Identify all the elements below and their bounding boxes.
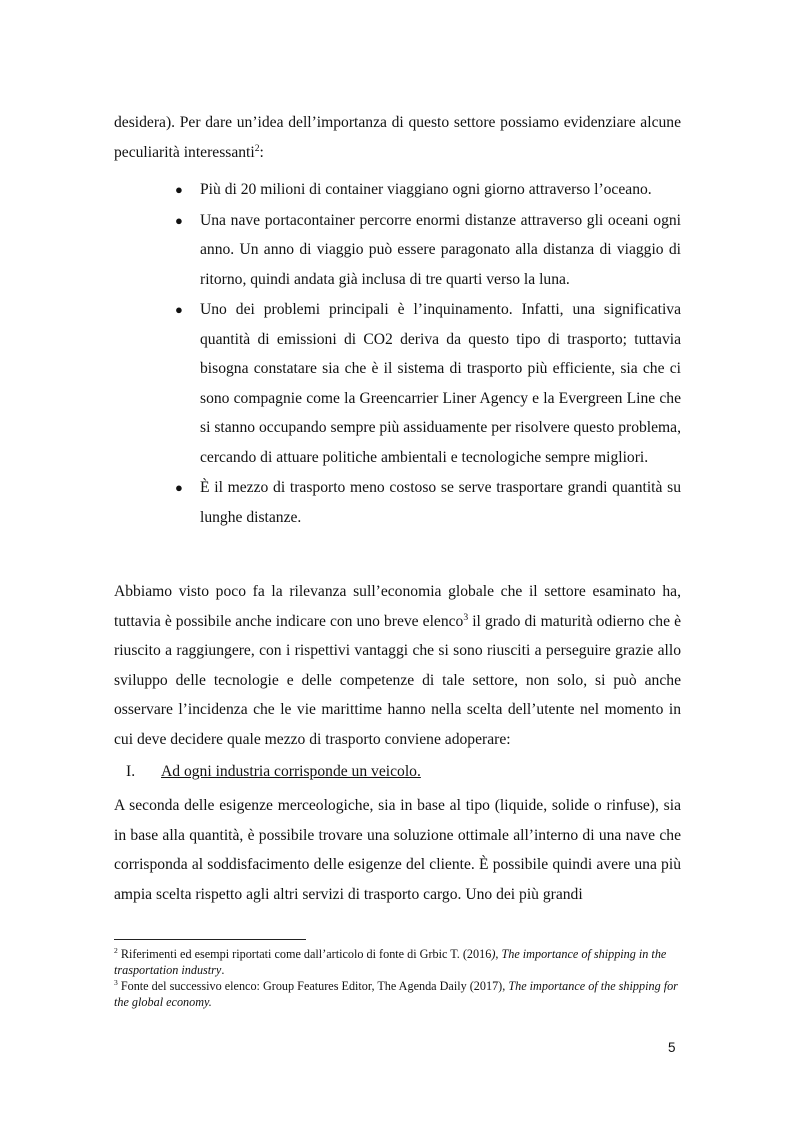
list-item-text: Uno dei problemi principali è l’inquinamento. Infatti, una significativa quantità di emissioni di CO2 deriva da questo tipo di trasporto; tuttavia bisogna constatare sia che è il sistema di trasporto più efficiente, sia che ci sono compagnie come la Greencarrier Liner Agency e la Evergreen Line che si stanno occupando sempre più assiduamente per risolvere questo problema, cercando di attuare politiche ambientali e tecnologiche sempre migliori. <box>200 301 681 466</box>
paragraph-overview-after: il grado di maturità odierno che è riuscito a raggiungere, con i rispettivi vantaggi che si sono riusciti a perseguire grazie allo sviluppo delle tecnologie e delle competenze di tale settore, non solo, si può anche osservare l’incidenza che le vie marittime hanno nella scelta dell’utente nel momento in cui deve decidere quale mezzo di trasporto conviene adoperare: <box>114 612 681 748</box>
list-item-text: È il mezzo di trasporto meno costoso se serve trasportare grandi quantità su lunghe distanze. <box>200 479 681 526</box>
footnote-ref-2[interactable]: 2 <box>254 142 260 154</box>
footnote-number: 2 <box>114 945 118 955</box>
footnotes <box>114 946 681 1010</box>
bullet-icon: ● <box>175 182 183 197</box>
footnote-2 <box>114 946 681 978</box>
footnote-text: Riferimenti ed esempi riportati come dall’articolo di fonte di Grbic T. (2016 <box>117 947 492 961</box>
paragraph-overview-before: Abbiamo visto poco fa la rilevanza sull’economia globale che il settore esaminato ha, tuttavia è possibile anche indicare con uno breve elenco <box>114 583 681 630</box>
footnote-number: 3 <box>114 977 118 987</box>
section-title: Ad ogni industria corrisponde un veicolo. <box>161 763 421 780</box>
section-heading <box>114 757 681 787</box>
footnote-title: The importance of the shipping for the global economy. <box>114 979 678 1009</box>
footnote-end: . <box>221 963 225 977</box>
list-item <box>175 473 681 532</box>
paragraph-section-body <box>114 791 681 909</box>
footnote-3 <box>114 978 681 1010</box>
footnote-title: ), The importance of shipping in the trasportation industry <box>114 947 667 977</box>
section-number: I. <box>126 763 136 780</box>
footnote-divider <box>114 939 306 940</box>
list-item <box>175 175 681 205</box>
list-item-text: Una nave portacontainer percorre enormi distanze attraverso gli oceani ogni anno. Un anno di viaggio può essere paragonato alla distanza di viaggio di ritorno, quindi andata già inclusa di tre quarti verso la luna. <box>200 211 681 288</box>
list-item <box>175 295 681 472</box>
footnote-text: Fonte del successivo elenco: Group Features Editor, The Agenda Daily (2017), <box>117 979 509 993</box>
list-item-text: Più di 20 milioni di container viaggiano ogni giorno attraverso l’oceano. <box>200 181 652 198</box>
paragraph-intro-text: desidera). Per dare un’idea dell’importanza di questo settore possiamo evidenziare alcune peculiarità interessanti <box>114 114 681 161</box>
paragraph-section-text: A seconda delle esigenze merceologiche, sia in base al tipo (liquide, solide o rinfuse), sia in base alla quantità, è possibile trovare una soluzione ottimale all’interno di una nave che corrisponda al soddisfacimento delle esigenze del cliente. È possibile quindi avere una più ampia scelta rispetto agli altri servizi di trasporto cargo. Uno dei più grandi <box>114 797 681 903</box>
footnote-ref-3[interactable]: 3 <box>463 611 469 623</box>
bullet-list <box>175 175 681 533</box>
list-item <box>175 206 681 295</box>
paragraph-intro <box>114 108 681 167</box>
bullet-icon: ● <box>175 302 183 317</box>
bullet-icon: ● <box>175 480 183 495</box>
page-number: 5 <box>668 1040 676 1055</box>
paragraph-intro-suffix: : <box>259 143 264 161</box>
paragraph-overview <box>114 577 681 754</box>
bullet-icon: ● <box>175 212 183 228</box>
